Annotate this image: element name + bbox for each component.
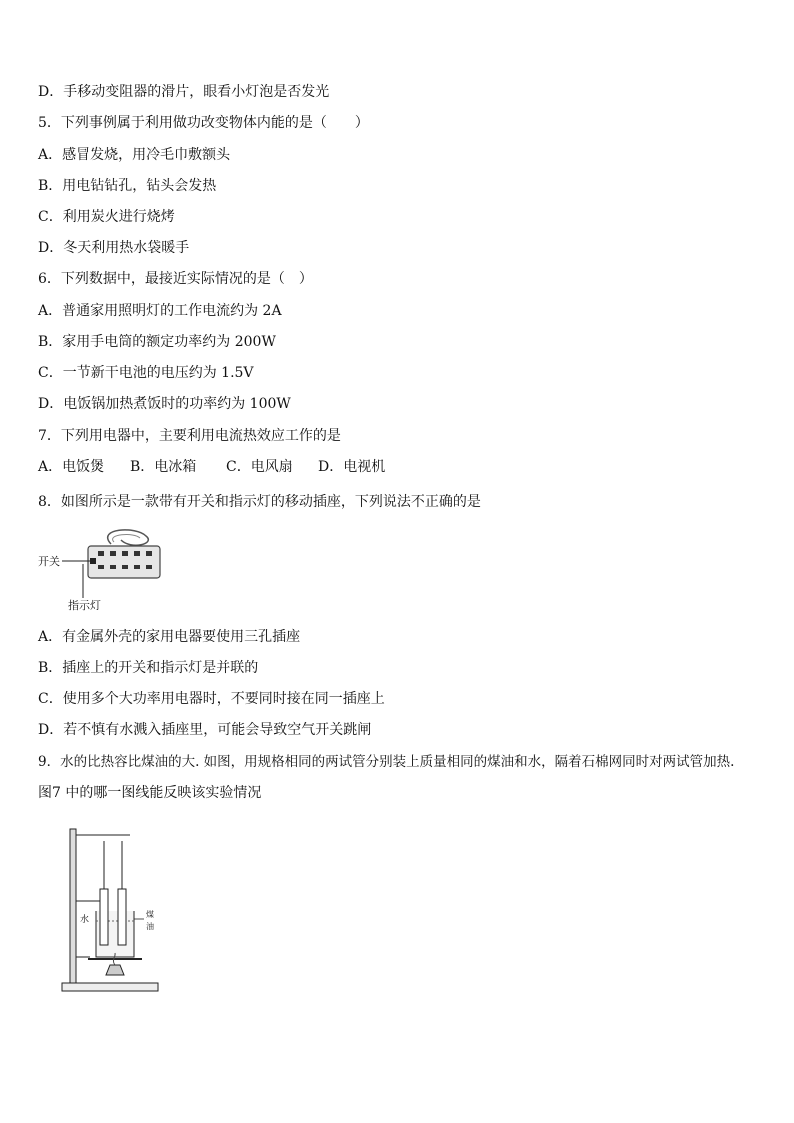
q6-option-a: A．普通家用照明灯的工作电流约为 2A: [38, 303, 282, 319]
q9-stem-1: 9．水的比热容比煤油的大. 如图，用规格相同的两试管分别装上质量相同的煤油和水，隔着石棉网同时对两试管加热.: [38, 754, 735, 770]
q5-option-b: B．用电钻钻孔，钻头会发热: [38, 178, 217, 194]
q6-option-b: B．家用手电筒的额定功率约为 200W: [38, 334, 276, 350]
switch-label: 开关: [38, 555, 60, 568]
q7-option-a: A．电饭煲: [38, 459, 105, 475]
q6-stem: 6．下列数据中，最接近实际情况的是（ ）: [38, 271, 313, 287]
q6-option-d: D．电饭锅加热煮饭时的功率约为 100W: [38, 396, 291, 412]
indicator-label: 指示灯: [68, 599, 101, 612]
q7-option-c: C．电风扇: [226, 459, 293, 475]
power-strip-figure: [36, 526, 166, 616]
q9-stem-2: 图7 中的哪一图线能反映该实验情况: [38, 785, 262, 801]
water-label: 水: [80, 915, 90, 925]
q8-option-d: D．若不慎有水溅入插座里，可能会导致空气开关跳闸: [38, 722, 372, 738]
switch-icon: [90, 558, 96, 564]
q4-option-d: D．手移动变阻器的滑片，眼看小灯泡是否发光: [38, 84, 330, 100]
q7-options: [38, 458, 385, 476]
q7-stem: 7．下列用电器中，主要利用电流热效应工作的是: [38, 428, 341, 444]
q5-stem: 5．下列事例属于利用做功改变物体内能的是（ ）: [38, 115, 369, 131]
q8-option-c: C．使用多个大功率用电器时，不要同时接在同一插座上: [38, 691, 385, 707]
q5-option-d: D．冬天利用热水袋暖手: [38, 240, 190, 256]
kerosene-label-2: 油: [146, 922, 154, 931]
kerosene-label-1: 煤: [146, 910, 154, 919]
q8-option-b: B．插座上的开关和指示灯是并联的: [38, 660, 259, 676]
q8-option-a: A．有金属外壳的家用电器要使用三孔插座: [38, 629, 301, 645]
q7-option-d: D．电视机: [318, 459, 386, 475]
q8-stem: 8．如图所示是一款带有开关和指示灯的移动插座，下列说法不正确的是: [38, 494, 481, 510]
q7-option-b: B．电冰箱: [130, 459, 197, 475]
q6-option-c: C．一节新干电池的电压约为 1.5V: [38, 365, 254, 381]
q5-option-c: C．利用炭火进行烧烤: [38, 209, 175, 225]
heating-experiment-figure: [60, 825, 170, 995]
q5-option-a: A．感冒发烧，用冷毛巾敷额头: [38, 147, 231, 163]
